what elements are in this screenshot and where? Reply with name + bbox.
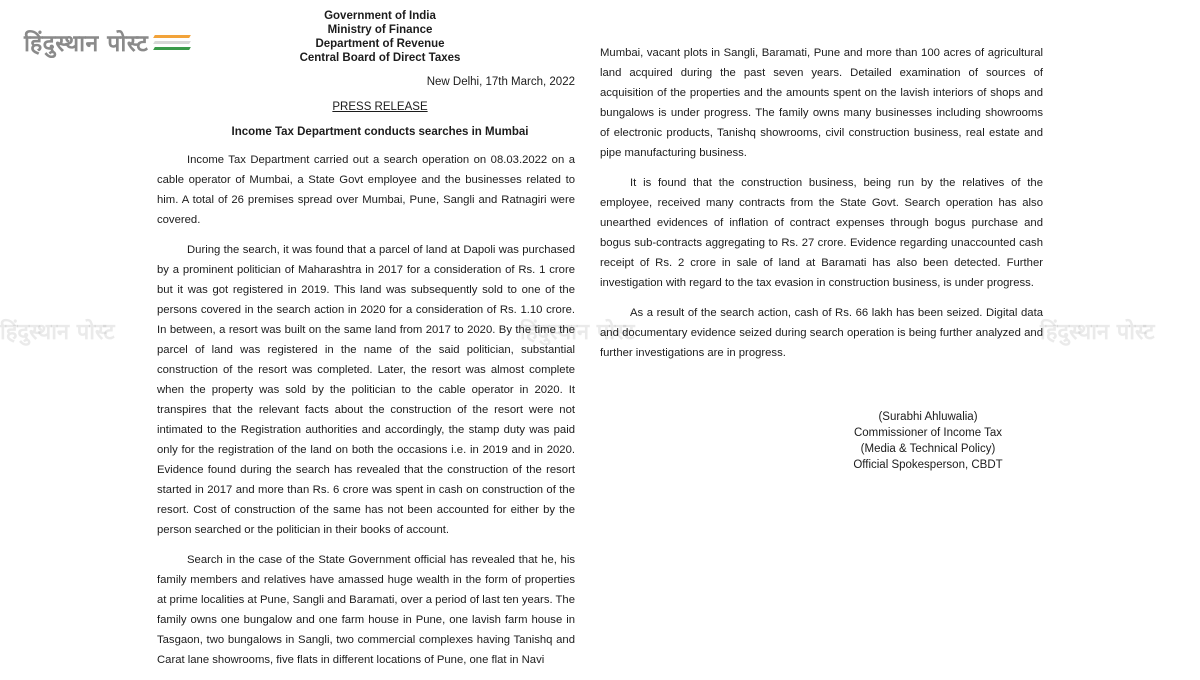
- header-line-department: Department of Revenue: [315, 38, 445, 50]
- left-column: [157, 150, 575, 680]
- flag-stripes-icon: [154, 35, 190, 50]
- paragraph: Mumbai, vacant plots in Sangli, Baramati, Pune and more than 100 acres of agricultural land acquired during the past seven years. Detailed examination of sources of acquisition of the properties and the amounts spent on the lavish interiors of shops and bungalows is under progress. The family owns many businesses including showrooms of electronic products, Tanishq showrooms, civil construction business, real estate and pipe manufacturing business.: [600, 47, 1043, 159]
- letterhead: [270, 9, 490, 65]
- paragraph: As a result of the search action, cash of Rs. 66 lakh has been seized. Digital data and documentary evidence seized during search operation is being further analyzed and further investigations are in progress.: [600, 307, 1043, 359]
- paragraph: During the search, it was found that a parcel of land at Dapoli was purchased by a prominent politician of Maharashtra in 2017 for a consideration of Rs. 1 crore but it was got registered in 2019. This land was subsequently sold to one of the persons covered in the search action in 2020 for a consideration of Rs. 1.10 crore. In between, a resort was built on the same land from 2017 to 2020. By the time the parcel of land was registered in the name of the said politician, substantial construction of the resort was completed. Later, the resort was almost complete when the property was sold by the politician to the cable operator in 2020. It transpires that the relevant facts about the construction of the resort were not intimated to the Registration authorities and accordingly, the stamp duty was paid only for the registration of the land on both the occasions i.e. in 2019 and in 2020. Evidence found during the search has revealed that the construction of the resort started in 2017 and more than Rs. 6 crore was spent in cash on construction of the resort. Cost of construction of the same has not been accounted for either by the person searched or the politician in their books of account.: [157, 244, 575, 536]
- paragraph: Income Tax Department carried out a search operation on 08.03.2022 on a cable operator of Mumbai, a State Govt employee and the businesses related to him. A total of 26 premises spread over Mumbai, Pune, Sangli and Ratnagiri were covered.: [157, 154, 575, 226]
- paragraph: It is found that the construction business, being run by the relatives of the employee, received many contracts from the State Govt. Search operation has also unearthed evidences of inflation of contract expenses through bogus purchase and bogus sub-contracts aggregating to Rs. 27 crore. Evidence regarding unaccounted cash receipt of Rs. 2 crore in sale of land at Baramati has also been detected. Further investigation with regard to the tax evasion in construction business, is under progress.: [600, 177, 1043, 289]
- watermark-right: हिंदुस्थान पोस्ट: [1040, 320, 1155, 345]
- signature-block: [838, 409, 1018, 473]
- paragraph: Search in the case of the State Government official has revealed that he, his family members and relatives have amassed huge wealth in the form of properties at prime localities at Pune, Sangli and Baramati, over a period of last ten years. The family owns one bungalow and one farm house in Pune, one lavish farm house in Tasgaon, two bungalows in Sangli, two commercial complexes having Tanishq and Carat lane showrooms, five flats in different locations of Pune, one flat in Navi: [157, 554, 576, 666]
- watermark-left: हिंदुस्थान पोस्ट: [0, 320, 115, 345]
- release-date: New Delhi, 17th March, 2022: [426, 76, 575, 88]
- header-line-board: Central Board of Direct Taxes: [299, 52, 461, 64]
- brand-logo: [24, 26, 190, 58]
- signatory-title: Commissioner of Income Tax: [853, 427, 1003, 439]
- header-line-ministry: Ministry of Finance: [327, 24, 433, 36]
- signatory-dept: (Media & Technical Policy): [860, 443, 996, 455]
- right-column: [600, 43, 1043, 373]
- signatory-role: Official Spokesperson, CBDT: [853, 459, 1003, 471]
- logo-text: हिंदुस्थान पोस्ट: [24, 31, 149, 57]
- signatory-name: (Surabhi Ahluwalia): [878, 411, 978, 423]
- press-release-label: PRESS RELEASE: [332, 101, 428, 113]
- header-line-government: Government of India: [324, 10, 436, 22]
- watermark-center: हिंदुस्थान पोस्ट: [520, 320, 635, 345]
- headline: Income Tax Department conducts searches in Mumbai: [231, 126, 529, 138]
